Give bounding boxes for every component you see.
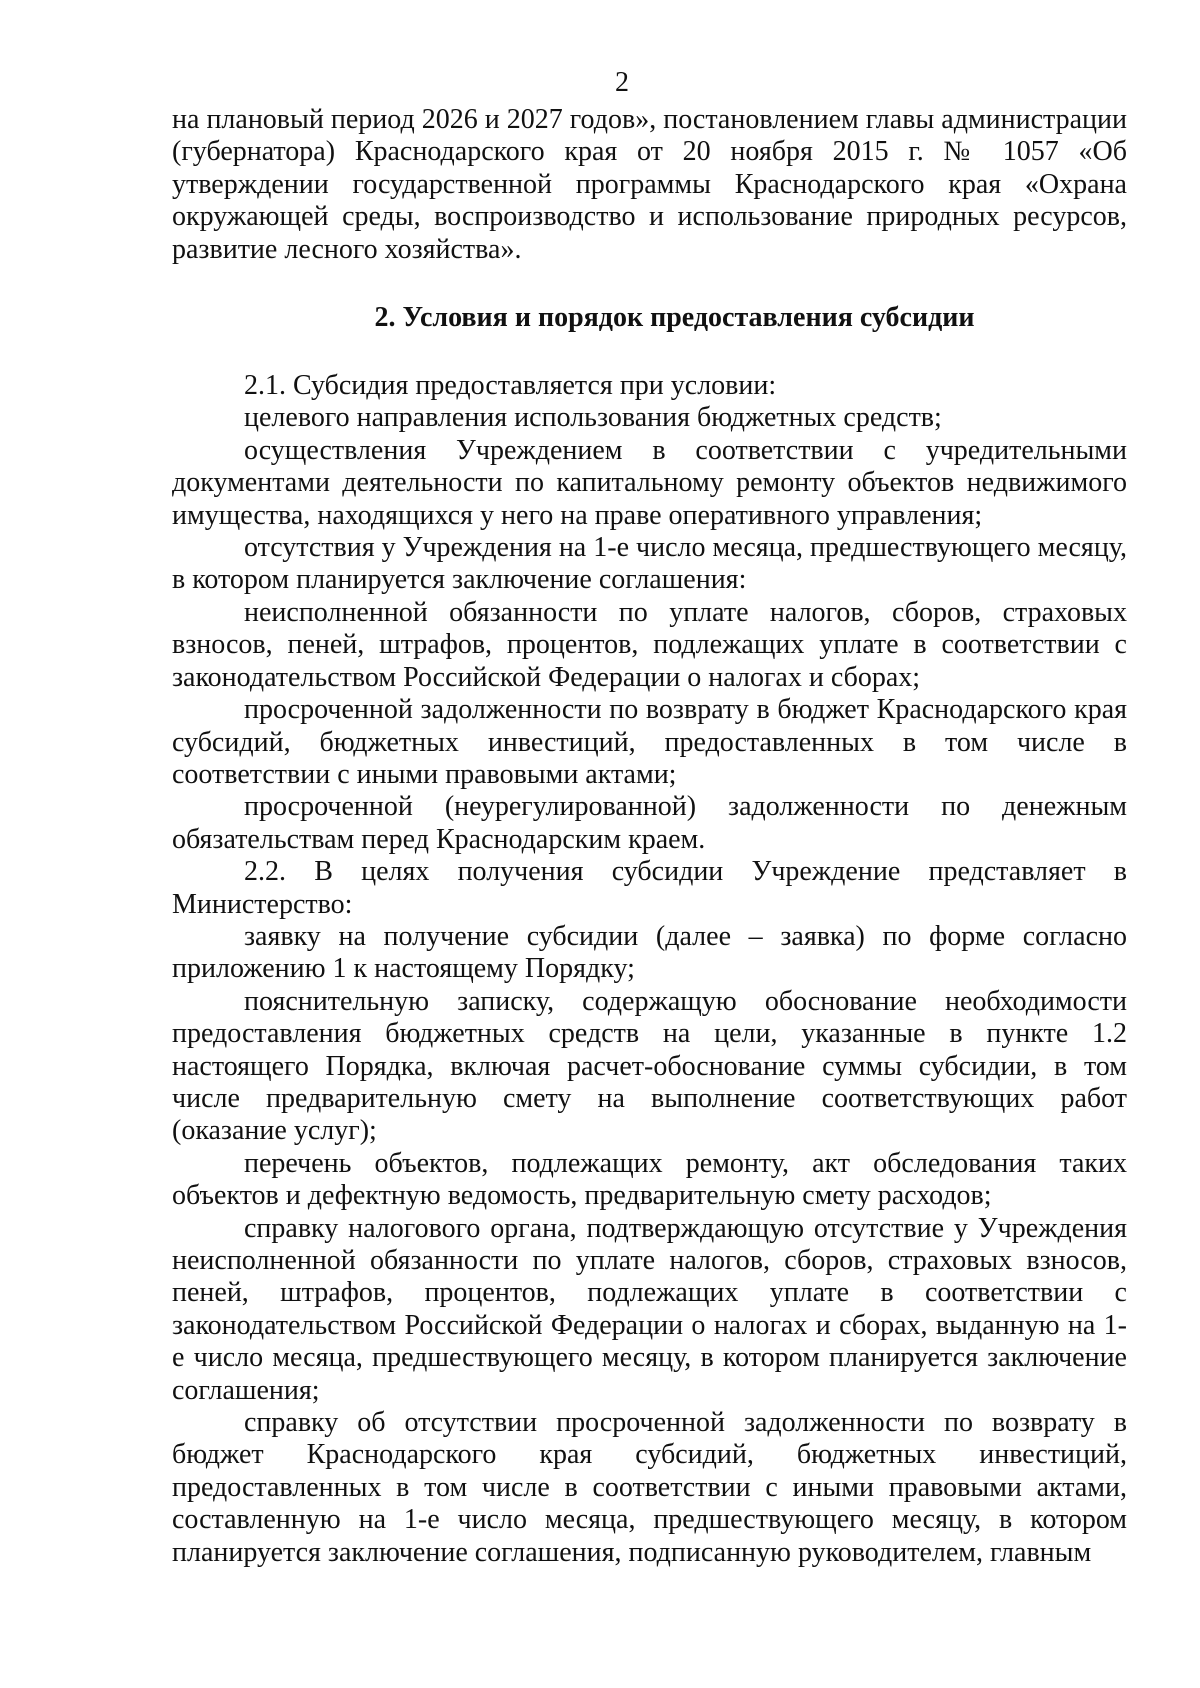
section-heading: 2. Условия и порядок предоставления субсидии bbox=[374, 302, 975, 334]
paragraph-target-use: целевого направления использования бюджетных средств; bbox=[244, 402, 942, 434]
document-body bbox=[172, 104, 1127, 1569]
paragraph-activity: осуществления Учреждением в соответствии с учредительными документами деятельности по капитальному ремонту объектов недвижимого имущества, находящихся у него на праве оперативного управления; bbox=[172, 434, 1127, 531]
paragraph-2-2: 2.2. В целях получения субсидии Учреждение представляет в Министерство: bbox=[172, 856, 1127, 920]
paragraph-overdue-budget-debt: просроченной задолженности по возврату в бюджет Краснодарского края субсидий, бюджетных инвестиций, предоставленных в том числе в соответствии с иными правовыми актами; bbox=[172, 694, 1127, 790]
paragraph-application: заявку на получение субсидии (далее – заявка) по форме согласно приложению 1 к настоящему Порядку; bbox=[172, 920, 1127, 985]
paragraph-tax-certificate: справку налогового органа, подтверждающую отсутствие у Учреждения неисполненной обязанности по уплате налогов, сборов, страховых взносов, пеней, штрафов, процентов, подлежащих уплате в соответствии с законодательством Российской Федерации о налогах и сборах, выданную на 1-е число месяца, предшествующего месяцу, в котором планируется заключение соглашения; bbox=[172, 1212, 1127, 1406]
paragraph-tax-obligation: неисполненной обязанности по уплате налогов, сборов, страховых взносов, пеней, штрафов, процентов, подлежащих уплате в соответствии с законодательством Российской Федерации о налогах и сборах; bbox=[172, 596, 1127, 693]
paragraph-explanatory-note: пояснительную записку, содержащую обоснование необходимости предоставления бюджетных средств на цели, указанные в пункте 1.2 настоящего Порядка, включая расчет-обоснование суммы субсидии, в том числе предварительную смету на выполнение соответствующих работ (оказание услуг); bbox=[172, 985, 1127, 1147]
paragraph-debt-certificate: справку об отсутствии просроченной задолженности по возврату в бюджет Краснодарского края субсидий, бюджетных инвестиций, предоставленных в том числе в соответствии с иными правовыми актами, составленную на 1-е число месяца, предшествующего месяцу, в котором планируется заключение соглашения, подписанную руководителем, главным bbox=[172, 1407, 1127, 1568]
paragraph-2-1: 2.1. Субсидия предоставляется при условии: bbox=[244, 370, 777, 402]
paragraph-object-list: перечень объектов, подлежащих ремонту, акт обследования таких объектов и дефектную ведомость, предварительную смету расходов; bbox=[172, 1147, 1127, 1212]
intro-paragraph: на плановый период 2026 и 2027 годов», постановлением главы администрации (губернатора) Краснодарского края от 20 ноября 2015 г. № 1057 «Об утверждении государственной программы Краснодарского края «Охрана окружающей среды, воспроизводство и использование природных ресурсов, развитие лесного хозяйства». bbox=[172, 104, 1127, 265]
paragraph-absence: отсутствия у Учреждения на 1-е число месяца, предшествующего месяцу, в котором планируется заключение соглашения: bbox=[172, 532, 1127, 596]
paragraph-overdue-monetary-debt: просроченной (неурегулированной) задолженности по денежным обязательствам перед Краснодарским краем. bbox=[172, 791, 1127, 855]
page-number: 2 bbox=[615, 67, 629, 98]
